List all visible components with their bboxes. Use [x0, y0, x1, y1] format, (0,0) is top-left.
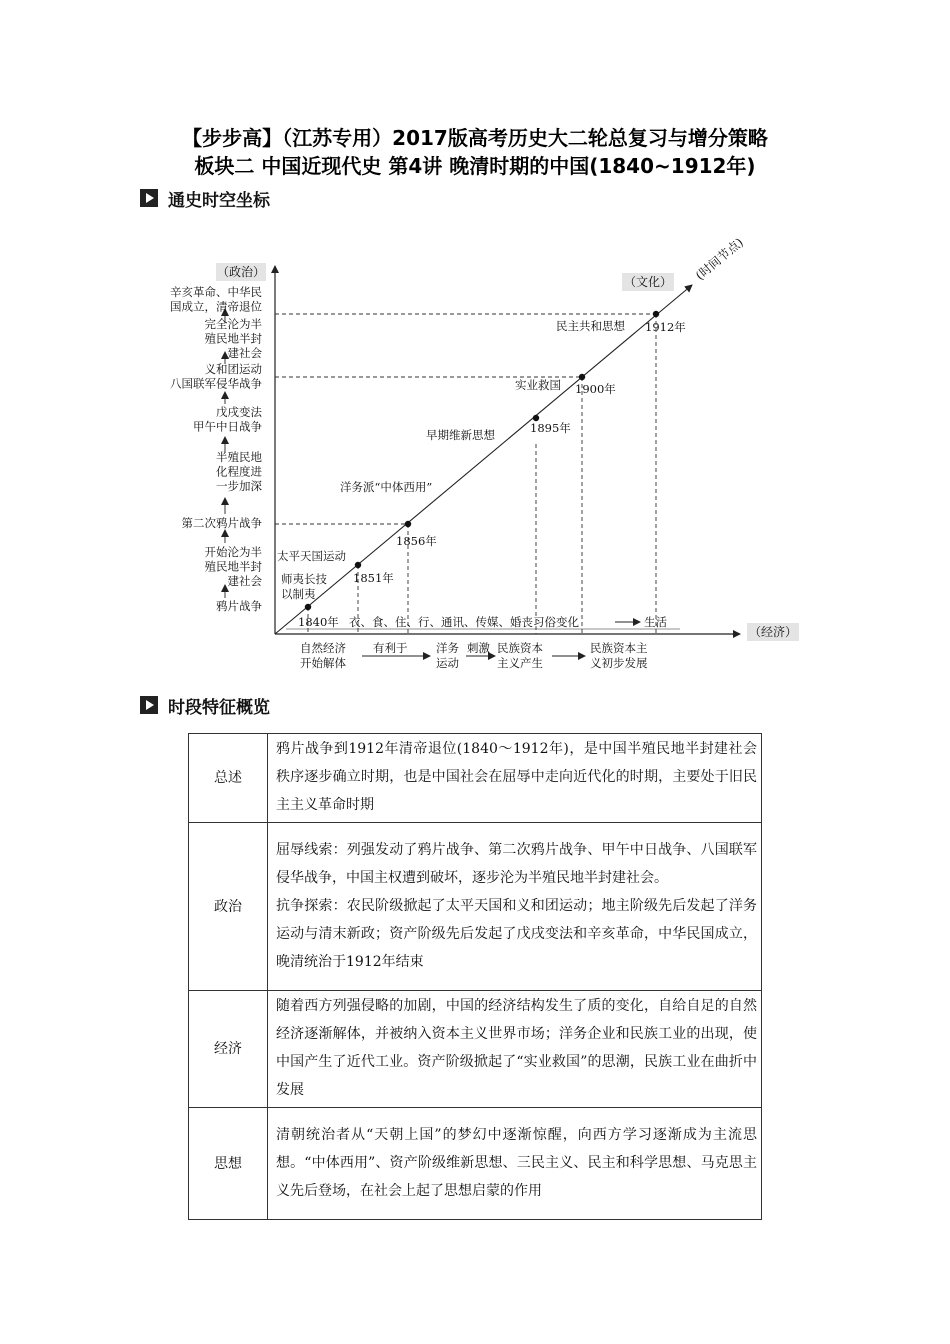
diagonal-time-axis — [275, 285, 692, 634]
culture-label: 早期维新思想 — [426, 428, 495, 442]
economy-stage: 洋务 — [436, 641, 459, 655]
section-heading-features — [140, 694, 270, 716]
economy-stages — [300, 641, 648, 670]
daily-life-label: 衣、食、住、行、通讯、传媒、婚丧习俗变化 — [349, 615, 579, 629]
row-header: 总述 — [189, 734, 268, 823]
politics-events — [170, 285, 262, 613]
section-title: 通史时空坐标 — [168, 190, 270, 211]
svg-text:（经济）: （经济） — [748, 625, 798, 639]
row-content — [268, 1108, 762, 1220]
table-row — [189, 1108, 762, 1220]
economy-stage: 有利于 — [373, 641, 408, 655]
economy-axis-label — [747, 623, 799, 641]
politics-event-line: 义和团运动 — [204, 362, 262, 376]
culture-label: 师夷长技 — [281, 572, 327, 586]
politics-event-line: 甲午中日战争 — [193, 419, 262, 434]
row-content — [268, 991, 762, 1108]
politics-event-line: 鸦片战争 — [216, 599, 262, 613]
economy-stage: 刺激 — [467, 641, 490, 655]
economy-stage: 民族资本 — [497, 641, 543, 655]
politics-event-line: 化程度进 — [216, 464, 262, 479]
economy-stage: 义初步发展 — [590, 656, 648, 670]
politics-event-line: 戊戌变法 — [216, 405, 262, 419]
svg-text:（文化）: （文化） — [623, 275, 673, 289]
politics-event-line: 建社会 — [227, 346, 262, 360]
document-title-line1: 【步步高】（江苏专用）2017版高考历史大二轮总复习与增分策略 — [182, 126, 768, 150]
culture-label: 以制夷 — [281, 587, 316, 601]
row-header: 政治 — [189, 823, 268, 991]
politics-event-line: 辛亥革命、中华民 — [170, 285, 262, 299]
culture-label: 洋务派“中体西用” — [340, 480, 433, 494]
culture-axis-label — [622, 273, 674, 291]
table-row — [189, 823, 762, 991]
table-row — [189, 991, 762, 1108]
politics-event-line: 一步加深 — [216, 479, 262, 493]
row-paragraph: 鸦片战争到1912年清帝退位(1840～1912年)，是中国半殖民地半封建社会秩序逐步确立时期，也是中国社会在屈辱中走向近代化的时期，主要处于旧民主主义革命时期 — [276, 741, 757, 813]
document-title-line2: 板块二 中国近现代史 第4讲 晚清时期的中国(1840~1912年) — [194, 154, 756, 178]
economy-stage: 运动 — [436, 656, 459, 670]
row-paragraph: 清朝统治者从“天朝上国”的梦幻中逐渐惊醒，向西方学习逐渐成为主流思想。“中体西用”、资产阶级维新思想、三民主义、民主和科学思想、马克思主义先后登场，在社会上起了思想启蒙的作用 — [276, 1126, 757, 1199]
politics-event-line: 八国联军侵华战争 — [170, 376, 262, 391]
section-title: 时段特征概览 — [168, 697, 270, 718]
politics-event-line: 半殖民地 — [216, 450, 262, 464]
politics-event-line: 第二次鸦片战争 — [181, 516, 262, 530]
culture-label: 民主共和思想 — [556, 319, 625, 333]
row-content — [268, 734, 762, 823]
culture-label: 太平天国运动 — [277, 549, 346, 563]
features-table — [188, 733, 762, 1220]
row-header: 经济 — [189, 991, 268, 1108]
row-paragraph: 随着西方列强侵略的加剧，中国的经济结构发生了质的变化，自给自足的自然经济逐渐解体，并被纳入资本主义世界市场；洋务企业和民族工业的出现，使中国产生了近代工业。资产阶级掀起了“实业救国”的思潮，民族工业在曲折中发展 — [276, 998, 757, 1098]
year-label: 1851年 — [353, 571, 394, 585]
year-label: 1900年 — [575, 382, 616, 396]
culture-label: 实业救国 — [515, 378, 561, 392]
politics-event-line: 国成立，清帝退位 — [170, 299, 262, 314]
play-marker-icon — [140, 696, 158, 714]
row-paragraph: 屈辱线索：列强发动了鸦片战争、第二次鸦片战争、甲午中日战争、八国联军侵华战争，中国主权遭到破坏，逐步沦为半殖民地半封建社会。 — [276, 841, 757, 886]
year-label: 1895年 — [530, 421, 571, 435]
politics-event-line: 建社会 — [227, 574, 262, 588]
politics-axis-label — [216, 263, 266, 281]
row-header: 思想 — [189, 1108, 268, 1220]
table-row — [189, 734, 762, 823]
year-label: 1840年 — [298, 615, 339, 629]
politics-event-line: 殖民地半封 — [204, 559, 262, 574]
economy-stage: 主义产生 — [497, 656, 543, 670]
economy-stage: 民族资本主 — [590, 641, 648, 655]
row-paragraph: 抗争探索：农民阶级掀起了太平天国和义和团运动；地主阶级先后发起了洋务运动与清末新政；资产阶级先后发起了戊戌变法和辛亥革命，中华民国成立，晚清统治于1912年结束 — [276, 897, 757, 970]
year-label: 1856年 — [396, 534, 437, 548]
politics-event-line: 殖民地半封 — [204, 331, 262, 346]
year-label: 1912年 — [645, 320, 686, 334]
politics-event-line: 完全沦为半 — [204, 317, 262, 331]
economy-stage: 开始解体 — [300, 656, 346, 670]
row-content — [268, 823, 762, 991]
politics-event-line: 开始沦为半 — [204, 545, 262, 559]
svg-text:（政治）: （政治） — [216, 265, 266, 279]
economy-stage: 自然经济 — [300, 641, 346, 655]
daily-life-end-label: 生活 — [644, 615, 667, 629]
timenodes-axis-label: (时间节点) — [692, 235, 746, 283]
